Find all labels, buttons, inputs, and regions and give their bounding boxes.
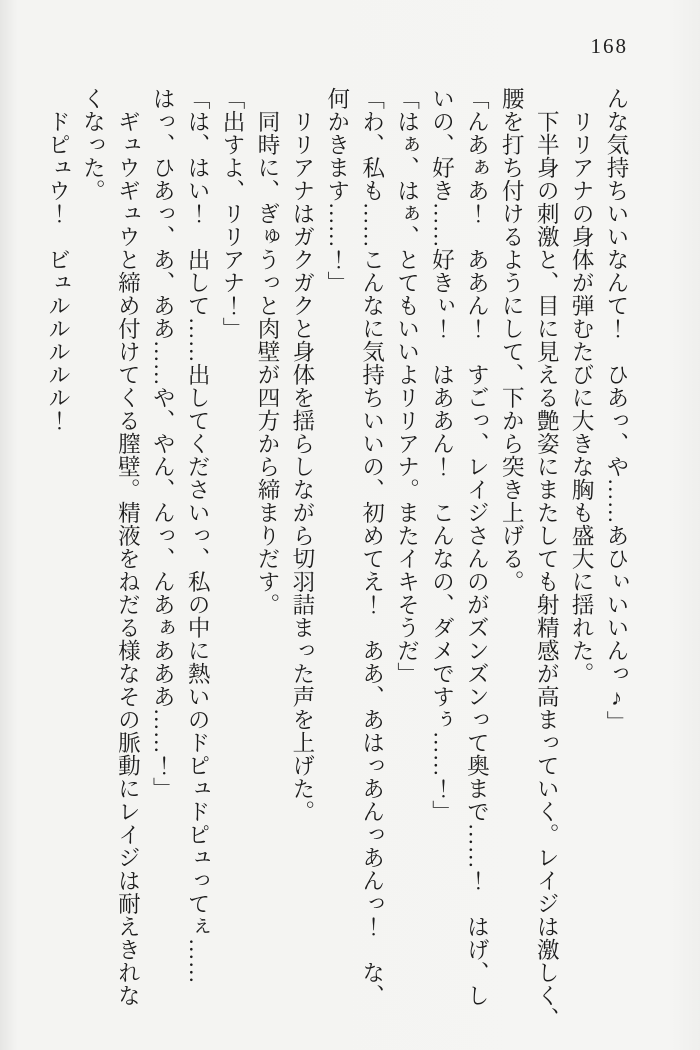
text-column: ギュウギュウと締め付けてくる膣壁。精液をねだる様なその脈動にレイジは耐えきれな [115,87,141,1007]
text-area [40,87,633,1035]
text-column: んな気持ちいいなんて！ ひあっ、や……あひぃいいんっ♪」 [604,87,629,734]
text-column: 何かきます……！」 [324,87,350,294]
text-column: 「はぁ、はぁ、とてもいいよリリアナ。またイキそうだ」 [394,87,420,685]
text-column: くなった。 [80,87,106,202]
text-column: 同時に、ぎゅうっと肉壁が四方から締まりだす。 [254,87,280,616]
text-column: 「は、はい！ 出して……出してくださいっ、私の中に熱いのドピュドピュってぇ…… [185,87,211,984]
text-column: 「わ、私も……こんなに気持ちいいの、初めてえ！ ああ、あはっあんっあんっ！ な、 [359,87,385,1007]
text-column: リリアナの身体が弾むたびに大きな胸も盛大に揺れた。 [569,87,595,685]
text-column: リリアナはガクガクと身体を揺らしながら切羽詰まった声を上げた。 [289,87,315,823]
text-column: はっ、ひあっ、あ、ああ……や、やん、んっ、んあぁあああ……！」 [150,87,176,800]
text-column: 「出すよ、リリアナ！」 [220,87,246,340]
text-column: いの、好き……好きぃ！ はああん！ こんなの、ダメですぅ……！」 [429,87,455,823]
text-column: 「んあぁあ！ ああん！ すごっ、レイジさんのがズンズンって奥まで……！ はげ、し [464,87,490,1007]
text-column: 下半身の刺激と、目に見える艶姿にまたしても射精感が高まっていく。レイジは激しく、 [534,87,560,1030]
text-column: ドピュウ！ ビュルルルルル！ [45,87,71,432]
text-column: 腰を打ち付けるようにして、下から突き上げる。 [499,87,525,593]
page-number: 168 [590,34,628,58]
